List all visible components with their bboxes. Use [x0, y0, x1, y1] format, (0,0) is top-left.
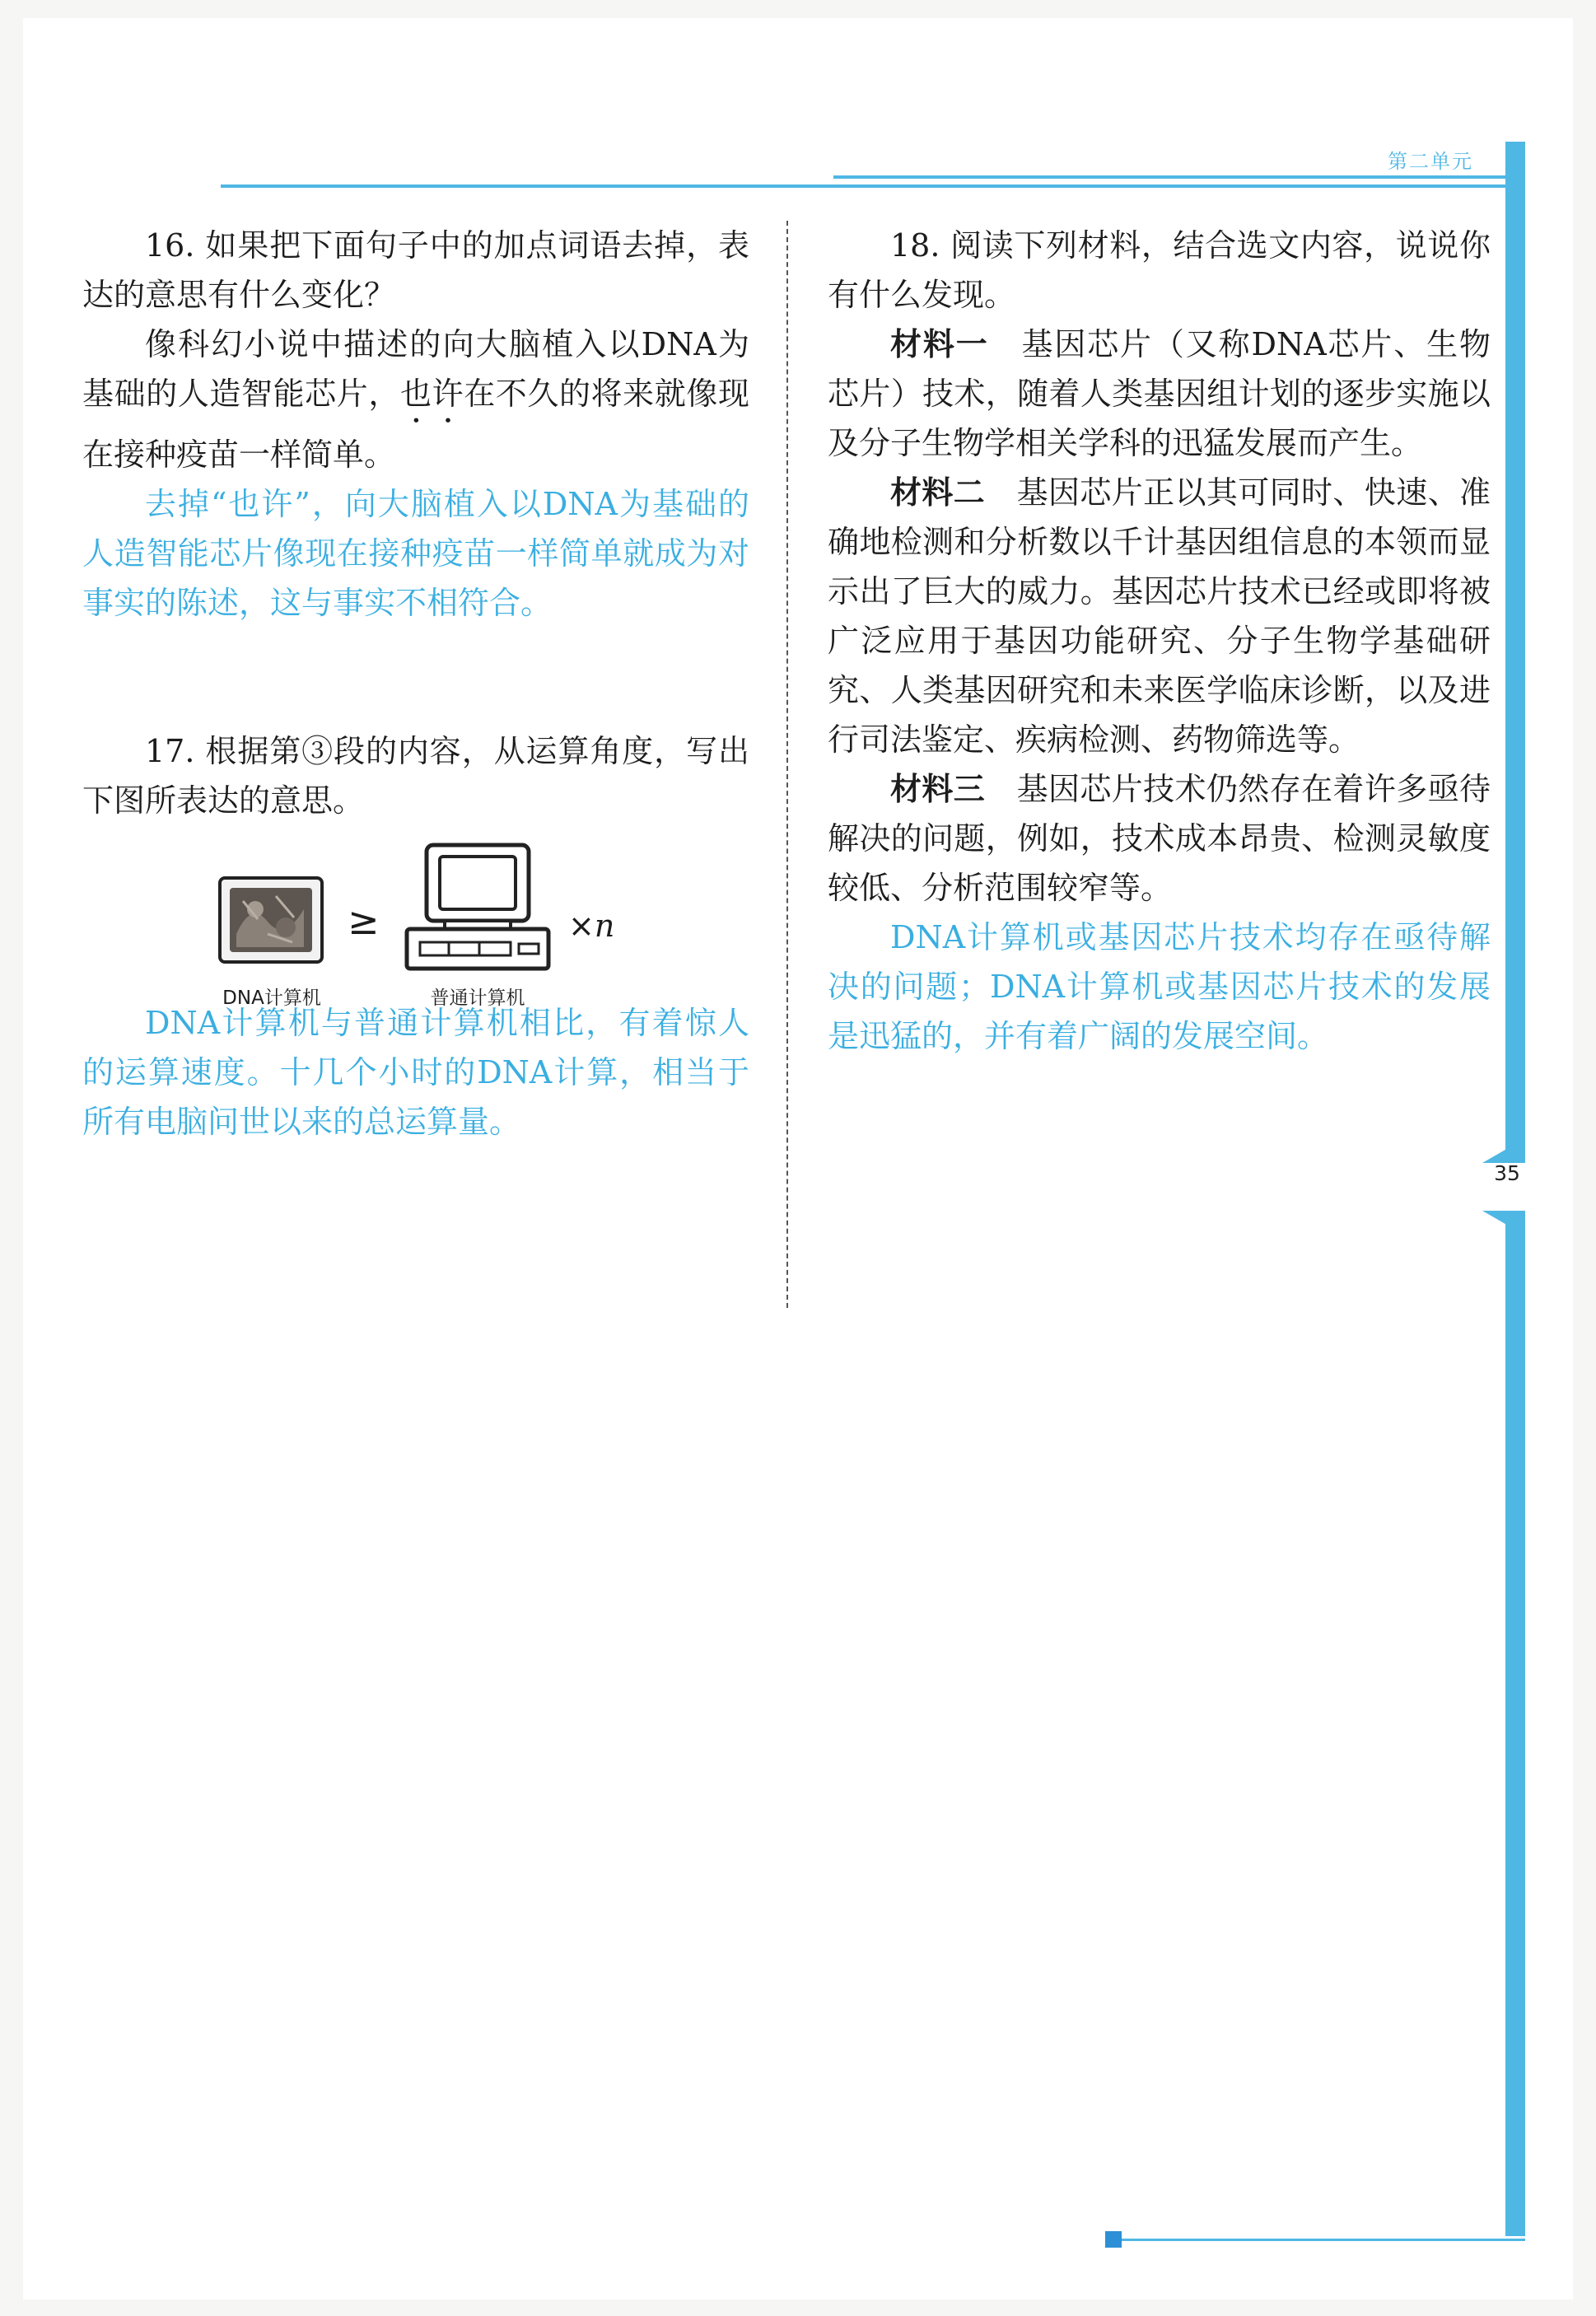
- q16-dotted-word: 也许: [399, 376, 464, 412]
- material-3-label: 材料三: [890, 771, 986, 807]
- material-2-label: 材料二: [890, 474, 986, 511]
- material-2-text: 基因芯片正以其可同时、快速、准确地检测和分析数以千计基因组信息的本领而显示出了巨大的威力。基因芯片技术已经或即将被广泛应用于基因功能研究、分子生物学基础研究、人类基因研究和未来医学临床诊断，以及进行司法鉴定、疾病检测、药物筛选等。: [828, 474, 1491, 758]
- q16-answer: 去掉“也许”，向大脑植入以DNA为基础的人造智能芯片像现在接种疫苗一样简单就成为对事实的陈述，这与事实不相符合。: [82, 486, 749, 621]
- page-number: 35: [1494, 1161, 1520, 1185]
- q16-quote: [82, 320, 749, 479]
- q17-answer: DNA计算机与普通计算机相比，有着惊人的运算速度。十几个小时的DNA计算，相当于所有电脑问世以来的总运算量。: [82, 1005, 749, 1140]
- computer-comparison-figure: [82, 842, 749, 1009]
- q18-answer: DNA计算机或基因芯片技术均存在亟待解决的问题；DNA计算机或基因芯片技术的发展是迅猛的，并有着广阔的发展空间。: [828, 919, 1491, 1054]
- q18-prompt: 18. 阅读下列材料，结合选文内容，说说你有什么发现。: [828, 227, 1491, 313]
- multiplier-prefix: ×: [568, 908, 595, 944]
- material-1-text: 基因芯片（又称DNA芯片、生物芯片）技术，随着人类基因组计划的逐步实施以及分子生物学相关学科的迅猛发展而产生。: [828, 326, 1491, 461]
- left-column: [82, 221, 749, 1146]
- material-1-label: 材料一: [890, 326, 989, 362]
- header-rule: [221, 184, 1522, 188]
- spacer: [82, 628, 749, 726]
- normal-computer-icon: [404, 842, 552, 972]
- relation-symbol: ≥: [348, 899, 380, 943]
- q16-quote-after: 在不久的将来就像现在接种疫苗一样简单。: [82, 376, 749, 473]
- material-3-text: 基因芯片技术仍然存在着许多亟待解决的问题，例如，技术成本昂贵、检测灵敏度较低、分析范围较窄等。: [828, 771, 1491, 906]
- bottom-rule: [1116, 2239, 1525, 2241]
- material-1: [828, 320, 1491, 468]
- normal-computer-label: 普通计算机: [430, 988, 525, 1009]
- multiplier: [568, 901, 614, 950]
- column-divider: [786, 221, 788, 1308]
- material-3: [828, 764, 1491, 913]
- right-column: [828, 221, 1491, 1061]
- dna-computer-illustration: [218, 876, 324, 964]
- material-2: [828, 468, 1491, 764]
- q16-quote-before: 像科幻小说中描述的向大脑植入以DNA为基础的人造智能芯片，: [82, 326, 749, 412]
- dna-computer-label: DNA计算机: [222, 988, 321, 1009]
- side-bar-top: [1505, 142, 1525, 1155]
- q17-prompt: 17. 根据第③段的内容，从运算角度，写出下图所表达的意思。: [82, 733, 749, 819]
- multiplier-variable: n: [594, 908, 615, 944]
- side-bar-bottom: [1505, 1219, 1525, 2236]
- unit-label: 第二单元: [1388, 150, 1473, 173]
- q16-prompt: 16. 如果把下面句子中的加点词语去掉，表达的意思有什么变化？: [82, 227, 749, 313]
- bottom-square-marker: [1105, 2231, 1122, 2248]
- header-rule-upper: [833, 175, 1522, 179]
